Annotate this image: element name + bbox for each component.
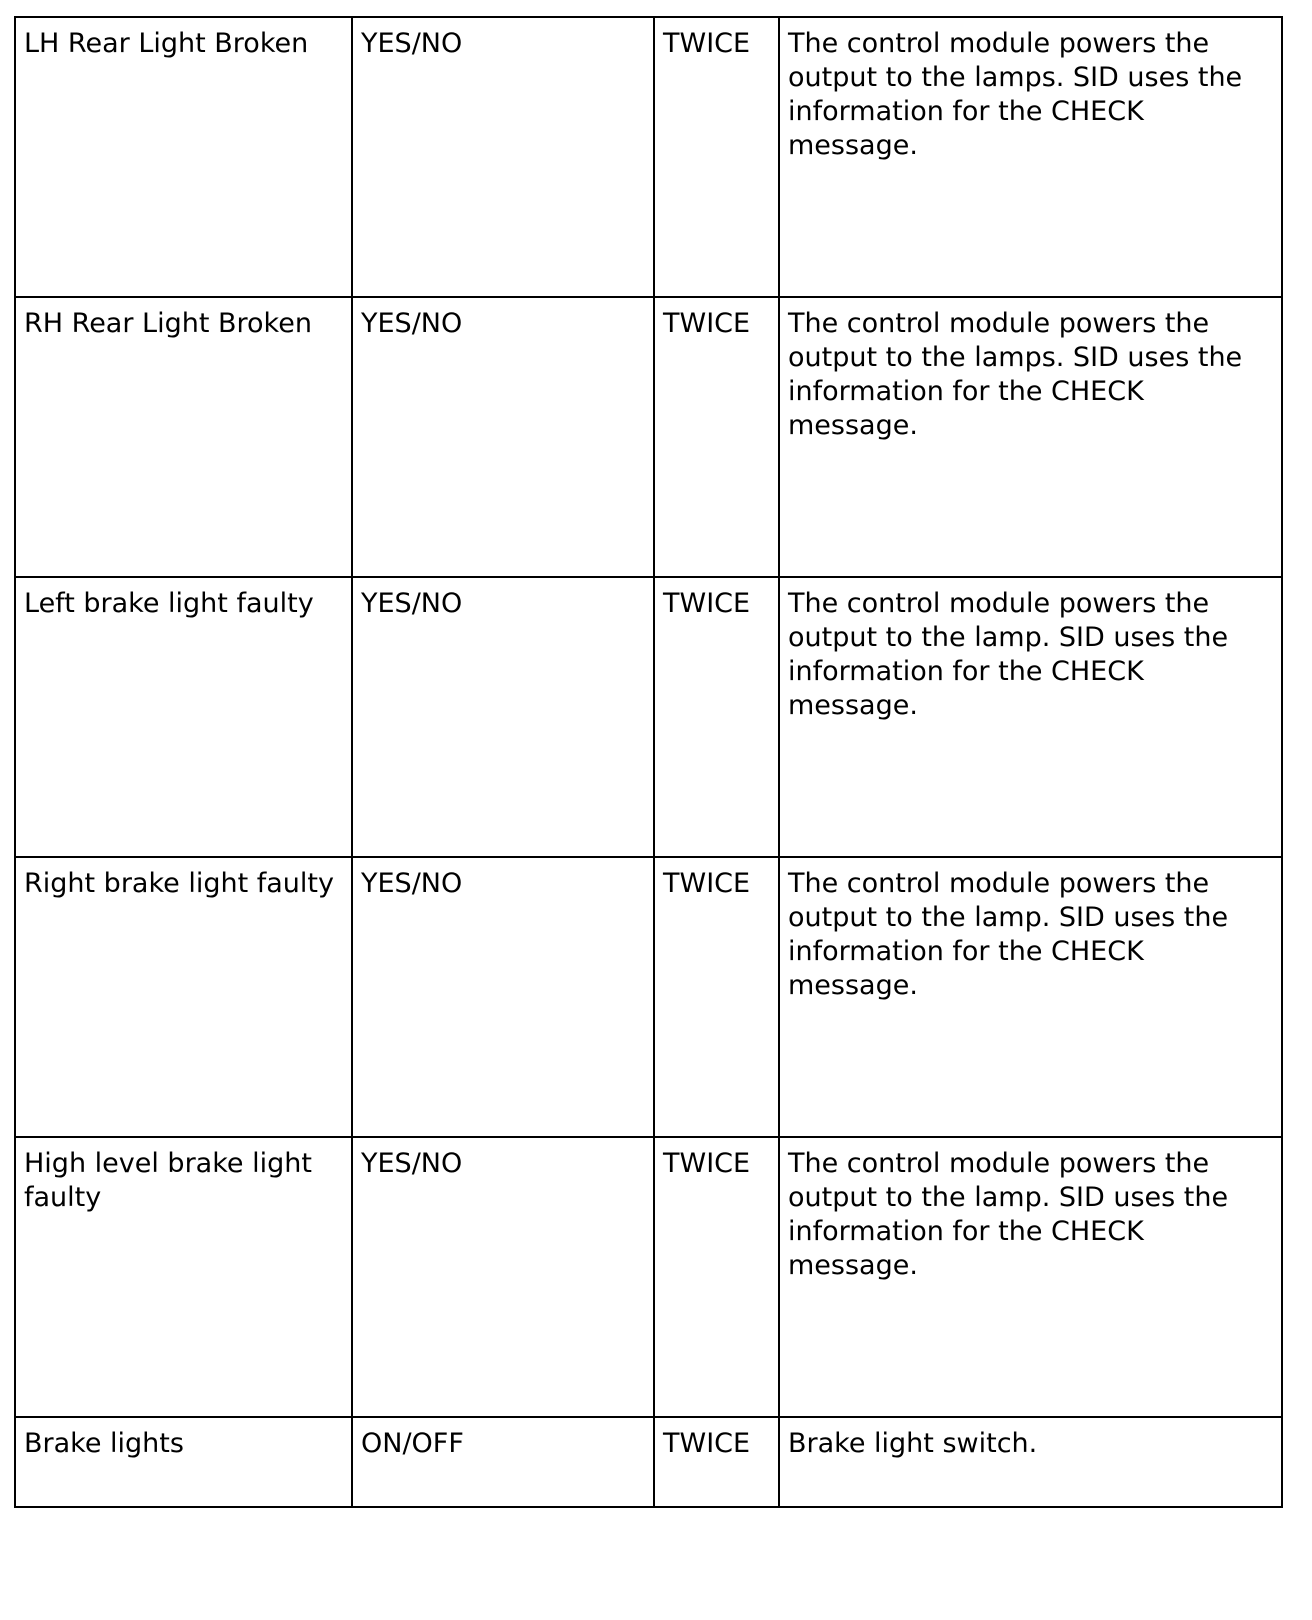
signal-frequency: TWICE bbox=[663, 588, 751, 619]
frequency-cell bbox=[654, 297, 779, 577]
table-row bbox=[15, 17, 1282, 297]
signal-name: Brake lights bbox=[24, 1428, 184, 1459]
signal-name: High level brake light faulty bbox=[24, 1148, 312, 1213]
signal-values: YES/NO bbox=[361, 308, 463, 339]
signal-frequency: TWICE bbox=[663, 308, 751, 339]
signal-description: The control module powers the output to the lamp. SID uses the information for the CHECK message. bbox=[788, 1148, 1229, 1281]
signal-frequency: TWICE bbox=[663, 1428, 751, 1459]
signal-frequency: TWICE bbox=[663, 1148, 751, 1179]
signal-frequency: TWICE bbox=[663, 28, 751, 59]
signal-description: The control module powers the output to the lamp. SID uses the information for the CHECK message. bbox=[788, 868, 1229, 1001]
description-cell bbox=[779, 297, 1282, 577]
signal-name: Left brake light faulty bbox=[24, 588, 314, 619]
signal-values: YES/NO bbox=[361, 868, 463, 899]
signal-name: LH Rear Light Broken bbox=[24, 28, 309, 59]
signal-values: YES/NO bbox=[361, 588, 463, 619]
signal-values: YES/NO bbox=[361, 28, 463, 59]
signal-description: The control module powers the output to the lamps. SID uses the information for the CHECK message. bbox=[788, 28, 1243, 161]
description-cell bbox=[779, 857, 1282, 1137]
signal-name-cell bbox=[15, 297, 352, 577]
frequency-cell bbox=[654, 857, 779, 1137]
values-cell bbox=[352, 577, 654, 857]
signal-description: Brake light switch. bbox=[788, 1428, 1038, 1459]
description-cell bbox=[779, 1137, 1282, 1417]
frequency-cell bbox=[654, 1417, 779, 1507]
signal-name-cell bbox=[15, 857, 352, 1137]
signal-table bbox=[14, 16, 1283, 1508]
values-cell bbox=[352, 17, 654, 297]
signal-name: RH Rear Light Broken bbox=[24, 308, 312, 339]
signal-values: YES/NO bbox=[361, 1148, 463, 1179]
signal-name-cell bbox=[15, 1137, 352, 1417]
signal-description: The control module powers the output to the lamp. SID uses the information for the CHECK message. bbox=[788, 588, 1229, 721]
frequency-cell bbox=[654, 17, 779, 297]
values-cell bbox=[352, 857, 654, 1137]
values-cell bbox=[352, 1137, 654, 1417]
table-row bbox=[15, 1137, 1282, 1417]
description-cell bbox=[779, 17, 1282, 297]
table-row bbox=[15, 577, 1282, 857]
signal-frequency: TWICE bbox=[663, 868, 751, 899]
frequency-cell bbox=[654, 1137, 779, 1417]
signal-description: The control module powers the output to the lamps. SID uses the information for the CHECK message. bbox=[788, 308, 1243, 441]
table-row bbox=[15, 1417, 1282, 1507]
frequency-cell bbox=[654, 577, 779, 857]
signal-name: Right brake light faulty bbox=[24, 868, 334, 899]
signal-name-cell bbox=[15, 577, 352, 857]
signal-values: ON/OFF bbox=[361, 1428, 464, 1459]
signal-name-cell bbox=[15, 17, 352, 297]
signal-name-cell bbox=[15, 1417, 352, 1507]
table-row bbox=[15, 297, 1282, 577]
description-cell bbox=[779, 1417, 1282, 1507]
values-cell bbox=[352, 1417, 654, 1507]
description-cell bbox=[779, 577, 1282, 857]
table-row bbox=[15, 857, 1282, 1137]
values-cell bbox=[352, 297, 654, 577]
